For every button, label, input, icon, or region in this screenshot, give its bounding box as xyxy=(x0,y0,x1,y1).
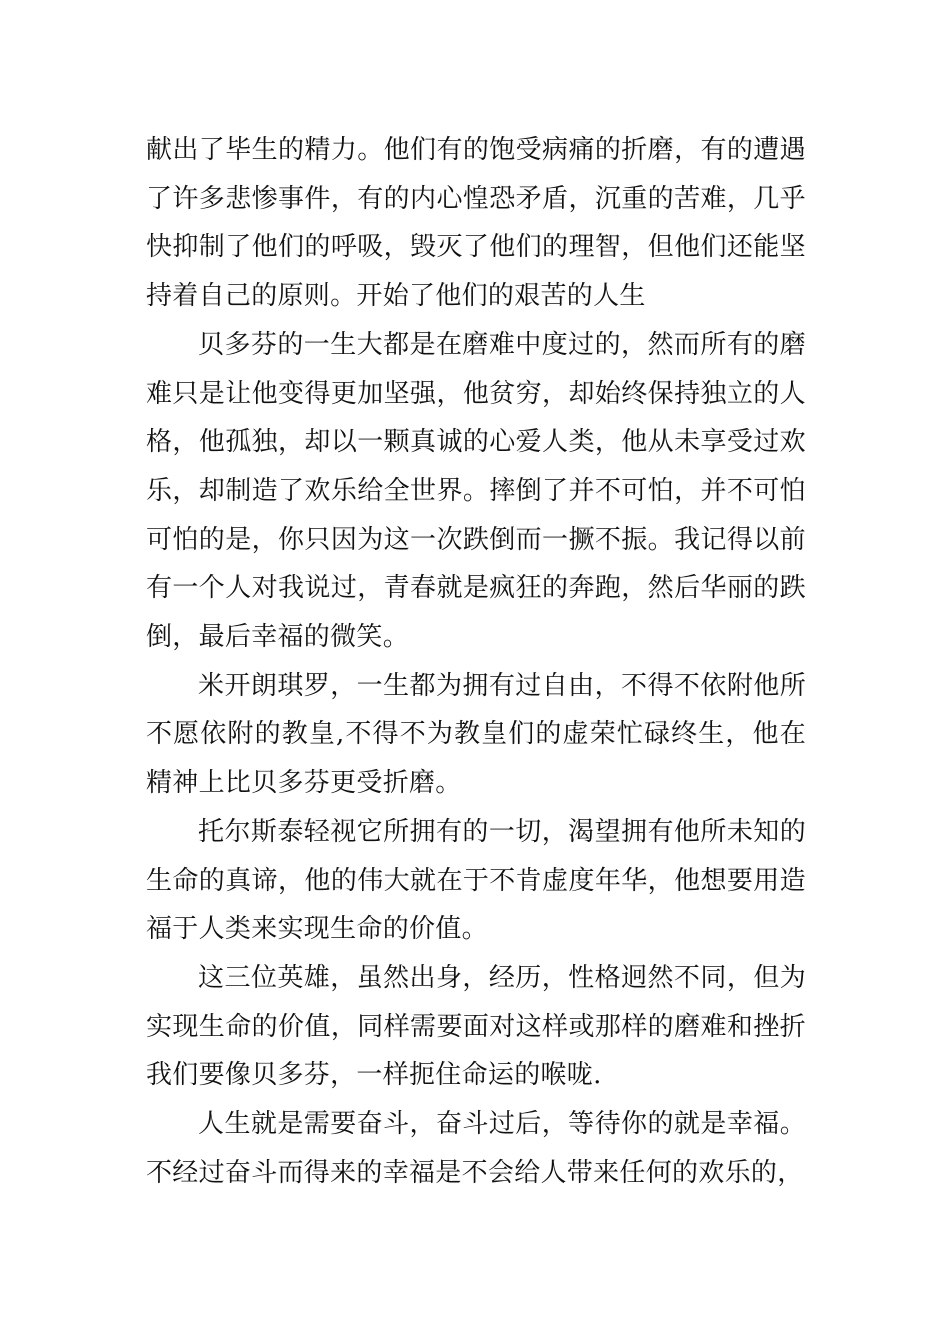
paragraph-three-heroes: 这三位英雄，虽然出身，经历，性格迥然不同，但为实现生命的价值，同样需要面对这样或那样的磨难和挫折我们要像贝多芬，一样扼住命运的喉咙. xyxy=(146,962,806,1091)
paragraph-continuation: 献出了毕生的精力。他们有的饱受病痛的折磨，有的遭遇了许多悲惨事件，有的内心惶恐矛盾，沉重的苦难，几乎快抑制了他们的呼吸，毁灭了他们的理智，但他们还能坚持着自己的原则。开始了他们的艰苦的人生 xyxy=(146,135,806,312)
paragraph-michelangelo: 米开朗琪罗，一生都为拥有过自由，不得不依附他所不愿依附的教皇,不得不为教皇们的虚荣忙碌终生，他在精神上比贝多芬更受折磨。 xyxy=(146,670,806,799)
body-text xyxy=(146,126,806,1197)
paragraph-beethoven: 贝多芬的一生大都是在磨难中度过的，然而所有的磨难只是让他变得更加坚强，他贫穷，却始终保持独立的人格，他孤独，却以一颗真诚的心爱人类，他从未享受过欢乐，却制造了欢乐给全世界。摔倒了并不可怕，并不可怕可怕的是，你只因为这一次跌倒而一撅不振。我记得以前有一个人对我说过，青春就是疯狂的奔跑，然后华丽的跌倒，最后幸福的微笑。 xyxy=(146,329,806,653)
paragraph-tolstoy: 托尔斯泰轻视它所拥有的一切，渴望拥有他所未知的生命的真谛，他的伟大就在于不肯虚度年华，他想要用造福于人类来实现生命的价值。 xyxy=(146,816,806,945)
paragraph-struggle: 人生就是需要奋斗，奋斗过后，等待你的就是幸福。不经过奋斗而得来的幸福是不会给人带来任何的欢乐的， xyxy=(146,1109,806,1188)
